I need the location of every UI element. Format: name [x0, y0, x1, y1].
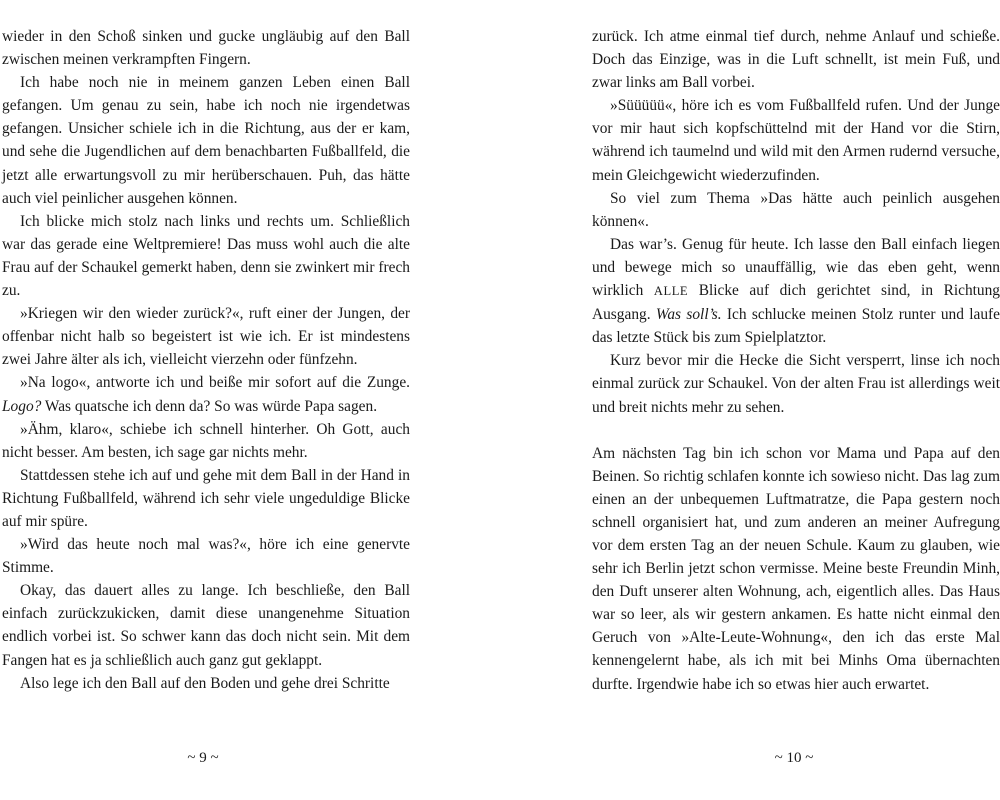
text-segment: Stattdessen stehe ich auf und gehe mit dem Ball in der Hand in Richtung Fußballfeld, während ich sehr viele ungeduldige Blicke auf mir spüre.: [2, 466, 410, 530]
text-segment: »Ähm, klaro«, schiebe ich schnell hinterher. Oh Gott, auch nicht besser. Am besten, ich sage gar nichts mehr.: [2, 420, 410, 461]
paragraph: [2, 71, 410, 210]
text-segment: Das war’s. Genug für heute. Ich lasse den Ball einfach liegen und bewege mich so unauffällig, wie das eben geht, wenn wirklich: [592, 235, 1000, 300]
text-segment: Ich habe noch nie in meinem ganzen Leben einen Ball gefangen. Um genau zu sein, habe ich noch nie irgendetwas gefangen. Unsicher schiele ich in die Richtung, aus der er kam, und sehe die Jugendlichen auf dem benachbarten Fußballfeld, die jetzt alle erwartungsvoll zu mir herüberschauen. Puh, das hätte auch viel peinlicher ausgehen können.: [2, 74, 410, 207]
paragraph: [592, 25, 1000, 94]
text-segment: Blicke auf dich gerichtet sind, in Richtung Ausgang.: [592, 282, 1000, 324]
text-segment: Okay, das dauert alles zu lange. Ich beschließe, den Ball einfach zurückzukicken, damit diese unangenehme Situation endlich vorbei ist. So schwer kann das doch nicht sein. Mit dem Fangen hat es ja schließlich auch ganz gut geklappt.: [2, 582, 410, 669]
text-segment: »Na logo«, antworte ich und beiße mir sofort auf die Zunge.: [20, 374, 410, 392]
paragraph: [592, 94, 1000, 186]
left-page-text: [2, 25, 410, 695]
text-segment: ALLE: [653, 284, 689, 299]
paragraph: [592, 187, 1000, 233]
right-page-text: [592, 25, 1000, 696]
paragraph: [2, 371, 410, 417]
text-segment: »Wird das heute noch mal was?«, höre ich eine genervte Stimme.: [2, 536, 410, 577]
paragraph: [2, 210, 410, 302]
text-segment: Kurz bevor mir die Hecke die Sicht versperrt, linse ich noch einmal zurück zur Schaukel. Von der alten Frau ist allerdings weit und breit nichts mehr zu sehen.: [592, 352, 1000, 416]
left-page-number: ~ 9 ~: [187, 750, 219, 766]
text-segment: Was soll’s.: [655, 306, 722, 324]
paragraph: [2, 25, 410, 71]
section-break: [592, 419, 1000, 442]
text-segment: Also lege ich den Ball auf den Boden und gehe drei Schritte: [20, 674, 390, 692]
text-segment: Was quatsche ich denn da? So was würde Papa sagen.: [41, 397, 378, 415]
text-segment: Am nächsten Tag bin ich schon vor Mama und Papa auf den Beinen. So richtig schlafen konnte ich sowieso nicht. Das lag zum einen an der unbequemen Luftmatratze, die Papa gestern noch schnell organisiert hat, und zum anderen an meiner Aufregung vor dem ersten Tag an der neuen Schule. Kaum zu glauben, wie sehr ich Berlin jetzt schon vermisse. Meine beste Freundin Minh, den Duft unserer alten Wohnung, ach, eigentlich alles. Das Haus war so leer, als wir gestern ankamen. Es hatte nicht einmal den Geruch von »Alte-Leute-Wohnung«, den ich das erste Mal kennengelernt habe, als ich mit bei Minhs Oma übernachten durfte. Irgendwie habe ich so etwas hier auch erwartet.: [592, 444, 1000, 693]
text-segment: zurück. Ich atme einmal tief durch, nehme Anlauf und schieße. Doch das Einzige, was in die Luft schnellt, ist mein Fuß, und zwar links am Ball vorbei.: [592, 28, 1000, 92]
text-segment: »Kriegen wir den wieder zurück?«, ruft einer der Jungen, der offenbar nicht halb so begeistert ist wie ich. Er ist mindestens zwei Jahre älter als ich, vielleicht vierzehn oder fünfzehn.: [2, 305, 410, 369]
text-segment: wieder in den Schoß sinken und gucke ungläubig auf den Ball zwischen meinen verkrampften Fingern.: [2, 28, 410, 69]
text-segment: »Süüüüü«, höre ich es vom Fußballfeld rufen. Und der Junge vor mir haut sich kopfschüttelnd mit der Hand vor die Stirn, während ich taumelnd und wild mit den Armen rudernd versuche, mein Gleichgewicht wiederzufinden.: [592, 97, 1000, 184]
text-segment: Logo?: [2, 397, 42, 415]
text-segment: Ich schlucke meinen Stolz runter und laufe das letzte Stück bis zum Spielplatztor.: [592, 306, 1000, 347]
text-segment: So viel zum Thema »Das hätte auch peinlich ausgehen können«.: [592, 189, 1000, 230]
paragraph: [592, 349, 1000, 418]
paragraph: [2, 533, 410, 579]
paragraph: [2, 464, 410, 533]
paragraph: [2, 579, 410, 671]
paragraph: [592, 233, 1000, 349]
paragraph: [2, 672, 410, 695]
text-segment: Ich blicke mich stolz nach links und rechts um. Schließlich war das gerade eine Weltpremiere! Das muss wohl auch die alte Frau auf der Schaukel gemerkt haben, denn sie zwinkert mir frech zu.: [2, 212, 410, 300]
paragraph: [592, 442, 1000, 696]
paragraph: [2, 302, 410, 371]
paragraph: [2, 418, 410, 464]
right-page-number: ~ 10 ~: [774, 750, 814, 766]
